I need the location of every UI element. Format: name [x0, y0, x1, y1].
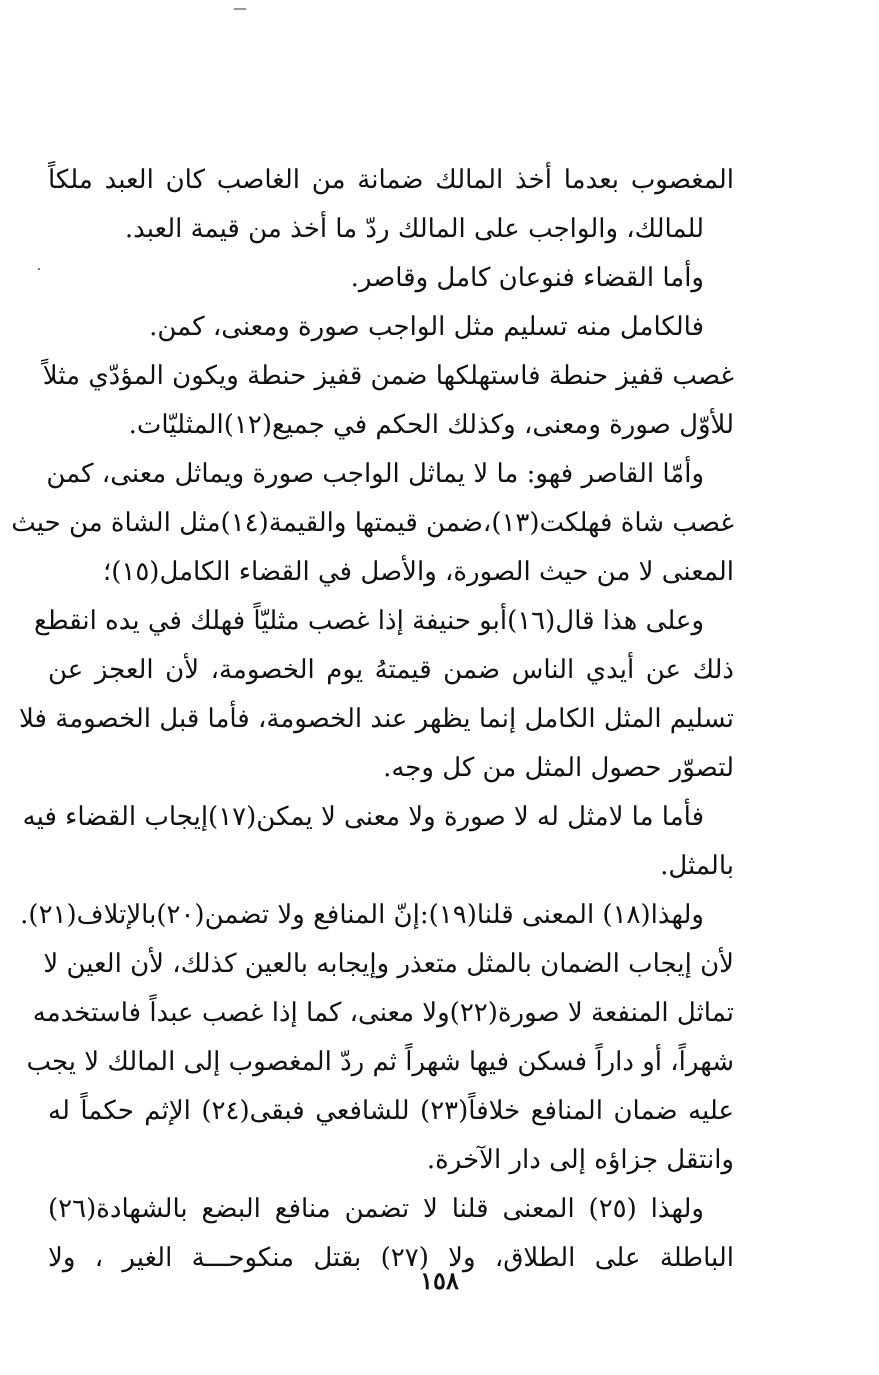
text-line-9: المعنى لا من حيث الصورة، والأصل في القضاء الكامل(١٥)؛	[102, 557, 734, 587]
text-line-10: وعلى هذا قال(١٦)أبو حنيفة إذا غصب مثليّاً فهلك في يده انقطع	[34, 606, 704, 636]
text-line-20: عليه ضمان المنافع خلافاً(٢٣) للشافعي فبقى(٢٤) الإثم حكماً له	[48, 1096, 734, 1126]
text-line-6: للأوّل صورة ومعنى، وكذلك الحكم في جميع(١٢)المثليّات.	[128, 410, 734, 440]
text-line-14: فأما ما لامثل له لا صورة ولا معنى لا يمكن(١٧)إيجاب القضاء فيه	[22, 802, 704, 832]
text-line-13: لتصوّر حصول المثل من كل وجه.	[383, 753, 734, 783]
text-line-21: وانتقل جزاؤه إلى دار الآخرة.	[426, 1145, 734, 1175]
page-body	[11, 156, 734, 1283]
top-rule-mark	[234, 8, 246, 10]
text-line-18: تماثل المنفعة لا صورة(٢٢)ولا معنى، كما إذا غصب عبداً فاستخدمه	[32, 998, 734, 1028]
text-line-23: الباطلة على الطلاق، ولا (٢٧) بقتل منكوحـــة الغير ، ولا	[48, 1243, 734, 1273]
text-line-15: بالمثل.	[660, 851, 734, 881]
text-line-17: لأن إيجاب الضمان بالمثل متعذر وإيجابه بالعين كذلك، لأن العين لا	[43, 949, 734, 979]
text-line-19: شهراً، أو داراً فسكن فيها شهراً ثم ردّ المغصوب إلى المالك لا يجب	[26, 1047, 734, 1077]
text-line-1: المغصوب بعدما أخذ المالك ضمانة من الغاصب كان العبد ملكاً	[48, 165, 734, 195]
page-number: ١٥٨	[420, 1266, 459, 1295]
margin-speck	[38, 268, 40, 270]
text-line-7: وأمّا القاصر فهو: ما لا يماثل الواجب صورة ويماثل معنى، كمن	[46, 459, 704, 489]
text-line-11: ذلك عن أيدي الناس ضمن قيمتهُ يوم الخصومة، لأن العجز عن	[48, 655, 734, 685]
text-line-12: تسليم المثل الكامل إنما يظهر عند الخصومة، فأما قبل الخصومة فلا	[19, 704, 734, 734]
text-line-4: فالكامل منه تسليم مثل الواجب صورة ومعنى، كمن.	[149, 312, 704, 342]
text-line-3: وأما القضاء فنوعان كامل وقاصر.	[350, 263, 704, 293]
text-line-5: غصب قفيز حنطة فاستهلكها ضمن قفيز حنطة ويكون المؤدّي مثلاً	[42, 361, 734, 391]
text-line-8: غصب شاة فهلكت(١٣)،ضمن قيمتها والقيمة(١٤)مثل الشاة من حيث	[11, 508, 734, 538]
text-line-22: ولهذا (٢٥) المعنى قلنا لا تضمن منافع البضع بالشهادة(٢٦)	[48, 1194, 704, 1224]
text-line-2: للمالك، والواجب على المالك ردّ ما أخذ من قيمة العبد.	[124, 214, 704, 244]
text-line-16: ولهذا(١٨) المعنى قلنا(١٩):إنّ المنافع ولا تضمن(٢٠)بالإتلاف(٢١).	[20, 900, 704, 930]
